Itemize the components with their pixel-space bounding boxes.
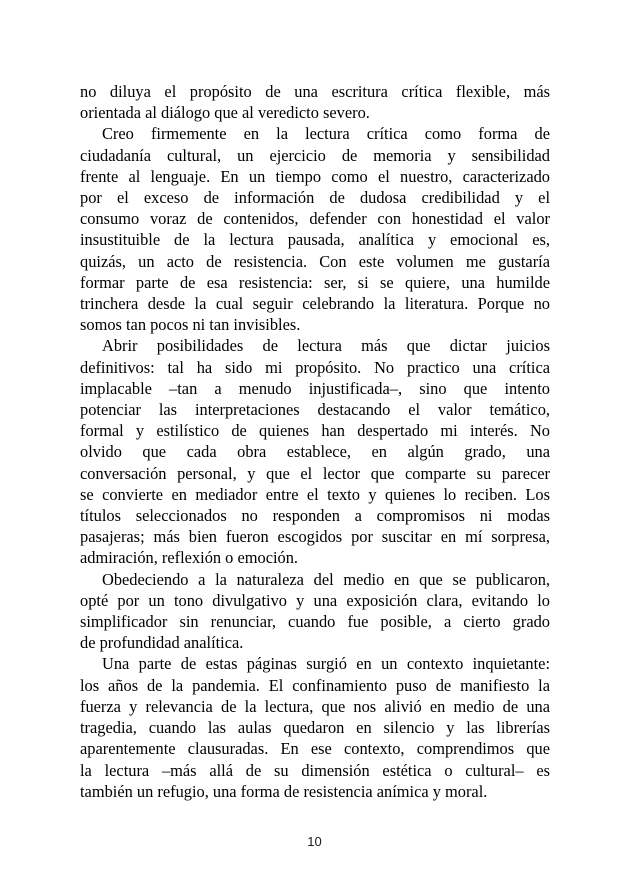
text-line: frente al lenguaje. En un tiempo como el nuestro, caracterizado — [80, 166, 550, 186]
text-line: formar parte de esa resistencia: ser, si se quiere, una humilde — [80, 272, 550, 292]
text-line: trinchera desde la cual seguir celebrando la literatura. Porque no — [80, 294, 550, 314]
text-line: definitivos: tal ha sido mi propósito. No practico una crítica — [80, 357, 550, 377]
text-line: implacable –tan a menudo injustificada–, sino que intento — [80, 378, 550, 398]
text-line: títulos seleccionados no responden a compromisos ni modas — [80, 506, 550, 526]
text-line: no diluya el propósito de una escritura crítica flexible, más — [80, 82, 550, 101]
text-line: aparentemente clausuradas. En ese contexto, comprendimos que — [80, 739, 550, 759]
text-line: consumo voraz de contenidos, defender con honestidad el valor — [80, 209, 550, 229]
text-line: quizás, un acto de resistencia. Con este volumen me gustaría — [80, 251, 550, 271]
page-text — [80, 81, 550, 802]
text-line: insustituible de la lectura pausada, analítica y emocional es, — [80, 230, 550, 250]
text-line: simplificador sin renunciar, cuando fue posible, a cierto grado — [80, 612, 550, 632]
text-line: Una parte de estas páginas surgió en un contexto inquietante: — [102, 654, 550, 674]
text-line: orientada al diálogo que al veredicto severo. — [80, 103, 370, 123]
text-line: Creo firmemente en la lectura crítica como forma de — [102, 124, 550, 144]
text-line: potenciar las interpretaciones destacando el valor temático, — [80, 400, 550, 420]
page-number: 10 — [307, 834, 322, 849]
text-line: también un refugio, una forma de resistencia anímica y moral. — [80, 781, 488, 801]
text-line: formal y estilístico de quienes han despertado mi interés. No — [80, 421, 550, 441]
text-line: olvido que cada obra establece, en algún grado, una — [80, 442, 550, 462]
text-line: por el exceso de información de dudosa credibilidad y el — [80, 188, 550, 208]
text-line: los años de la pandemia. El confinamiento puso de manifiesto la — [80, 675, 550, 695]
text-line: se convierte en mediador entre el texto y quienes lo reciben. Los — [80, 484, 550, 504]
text-line: pasajeras; más bien fueron escogidos por suscitar en mí sorpresa, — [80, 527, 550, 547]
text-line: tragedia, cuando las aulas quedaron en silencio y las librerías — [80, 718, 550, 738]
text-line: la lectura –más allá de su dimensión estética o cultural– es — [80, 760, 550, 780]
text-line: Abrir posibilidades de lectura más que dictar juicios — [102, 336, 550, 356]
text-line: ciudadanía cultural, un ejercicio de memoria y sensibilidad — [80, 145, 550, 165]
text-line: somos tan pocos ni tan invisibles. — [80, 315, 301, 335]
text-line: de profundidad analítica. — [80, 633, 244, 653]
text-line: fuerza y relevancia de la lectura, que nos alivió en medio de una — [80, 696, 550, 716]
text-line: opté por un tono divulgativo y una exposición clara, evitando lo — [80, 590, 550, 610]
text-line: admiración, reflexión o emoción. — [80, 548, 299, 568]
text-line: Obedeciendo a la naturaleza del medio en que se publicaron, — [102, 569, 550, 589]
text-line: conversación personal, y que el lector que comparte su parecer — [80, 463, 550, 483]
